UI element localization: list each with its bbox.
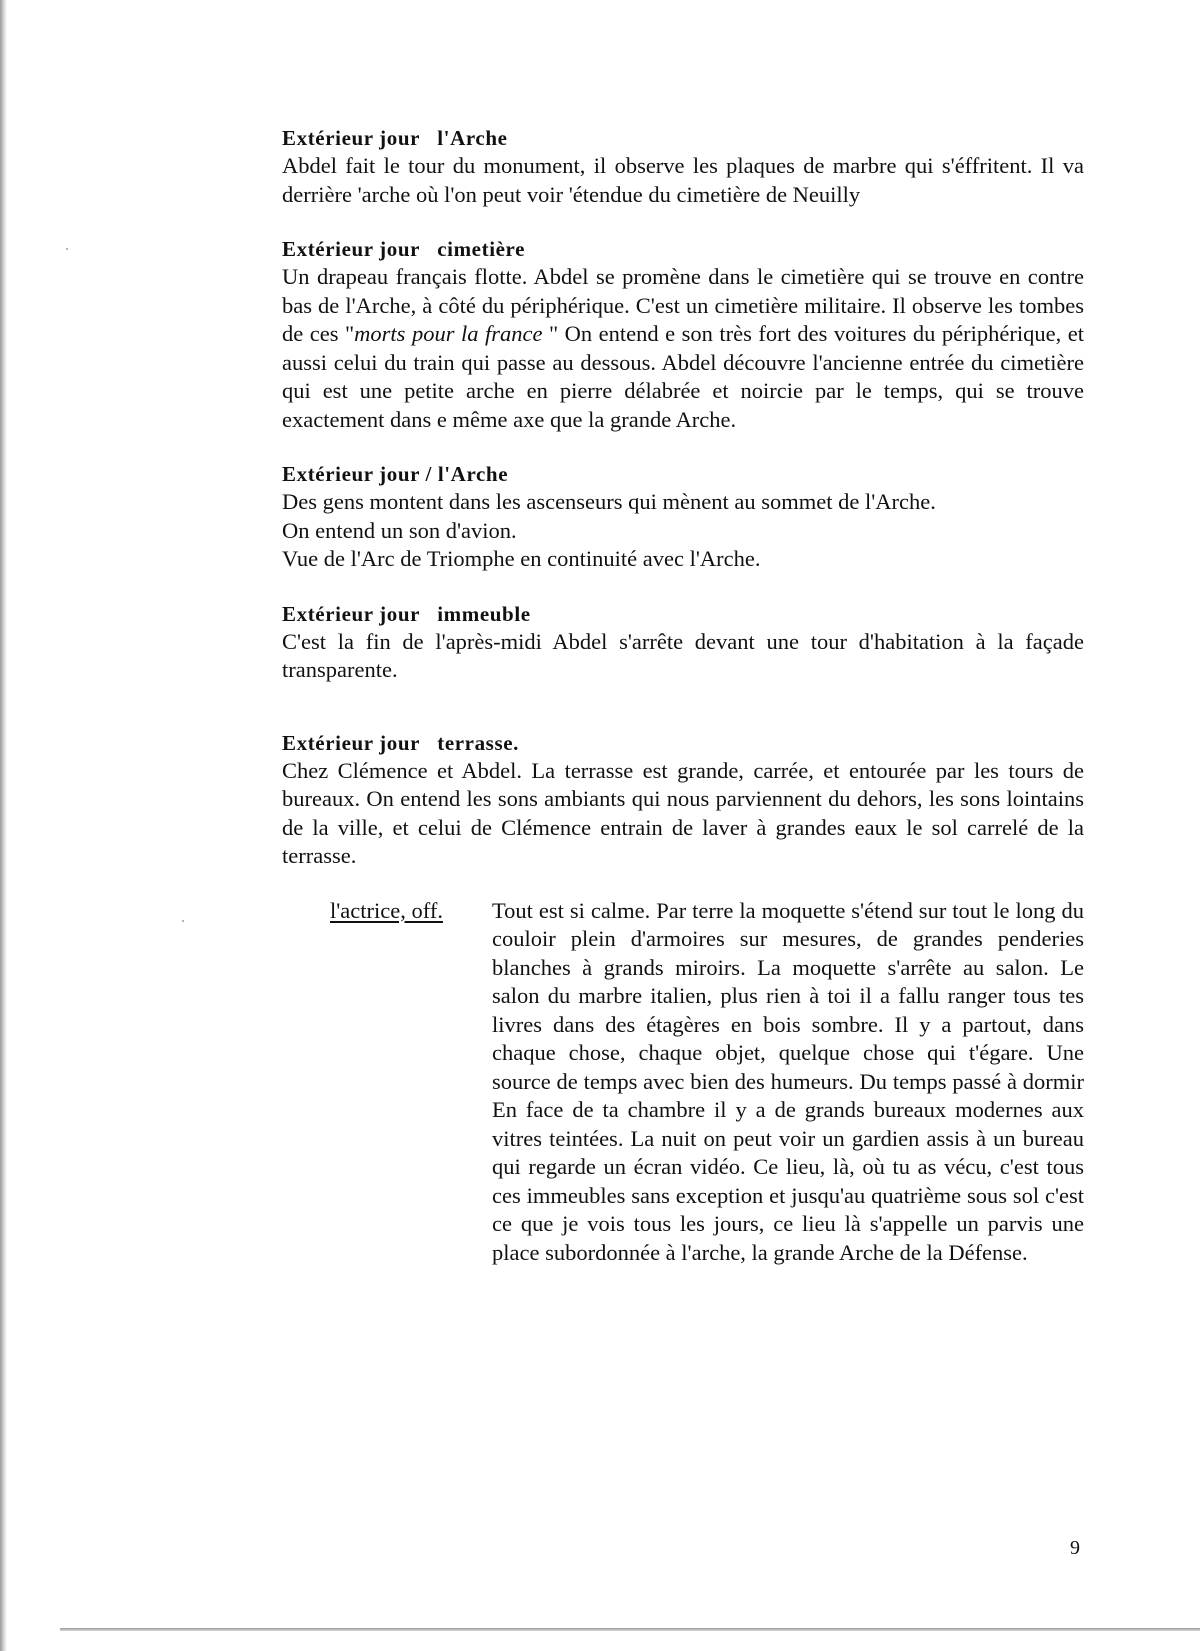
- scene-arche-exterior: [282, 124, 1084, 209]
- description-line: On entend un son d'avion.: [282, 517, 517, 543]
- scene-heading: Extérieur jour immeuble: [282, 601, 531, 626]
- scene-arche-elevators: [282, 460, 1084, 574]
- scan-speck: [66, 248, 68, 250]
- scene-description: Abdel fait le tour du monument, il observe les plaques de marbre qui s'éffritent. Il va derrière 'arche où l'on peut voir 'étendue du cimetière de Neuilly: [282, 153, 1084, 207]
- scene-building: [282, 600, 1084, 685]
- description-text: " On entend e son très fort des voitures du périphérique, et aussi celui du train qui passe au dessous. Abdel découvre l'ancienne entrée du cimetière qui est une petite arche en pierre délabrée et noircie par le temps, qui se trouve exactement dans e même axe que la grande Arche.: [282, 321, 1084, 432]
- scene-terrace: [282, 729, 1084, 871]
- scan-speck: [182, 920, 184, 922]
- script-page: [282, 124, 1084, 1290]
- scene-description: [282, 488, 1084, 574]
- scene-cemetery: [282, 235, 1084, 434]
- quoted-phrase: morts pour la france: [354, 321, 543, 346]
- scan-edge-shadow: [0, 0, 7, 1651]
- scene-heading: Extérieur jour / l'Arche: [282, 462, 509, 486]
- page-number: 9: [1070, 1537, 1080, 1559]
- dialogue-block: [282, 897, 1084, 1268]
- scene-heading: Extérieur jour cimetière: [282, 237, 526, 261]
- speaker-label: l'actrice, off.: [330, 897, 443, 923]
- description-line: Vue de l'Arc de Triomphe en continuité avec l'Arche.: [282, 546, 761, 571]
- scene-heading: Extérieur jour terrasse.: [282, 730, 520, 755]
- scene-description: Chez Clémence et Abdel. La terrasse est grande, carrée, et entourée par les tours de bureaux. On entend les sons ambiants qui nous parviennent du dehors, les sons lointains de la ville, et celui de Clémence entrain de laver à grandes eaux le sol carrelé de la terrasse.: [282, 757, 1084, 868]
- scene-heading: Extérieur jour l'Arche: [282, 126, 508, 150]
- description-text: Un drapeau français flotte. Abdel se promène dans le cimetière qui se trouve en contre bas de l'Arche, à côté du périphérique. C'est un cimetière militaire. Il observe les tombes de ces ": [282, 264, 1084, 346]
- scene-description: C'est la fin de l'après-midi Abdel s'arrête devant une tour d'habitation à la façade transparente.: [282, 628, 1084, 682]
- scene-description: [282, 263, 1084, 434]
- dialogue-text: Tout est si calme. Par terre la moquette s'étend sur tout le long du couloir plein d'armoires sur mesures, de grandes penderies blanches à grands miroirs. La moquette s'arrête au salon. Le salon du marbre italien, plus rien à toi il a fallu ranger tous tes livres dans des étagères en bois sombre. Il y a partout, dans chaque chose, chaque objet, quelque chose qui t'égare. Une source de temps avec bien des humeurs. Du temps passé à dormir En face de ta chambre il y a de grands bureaux modernes aux vitres teintées. La nuit on peut voir un gardien assis à un bureau qui regarde un écran vidéo. Ce lieu, là, où tu as vécu, c'est tous ces immeubles sans exception et jusqu'au quatrième sous sol c'est ce que je vois tous les jours, ce lieu là s'appelle un parvis une place subordonnée à l'arche, la grande Arche de la Défense.: [492, 897, 1084, 1265]
- description-line: Des gens montent dans les ascenseurs qui mènent au sommet de l'Arche.: [282, 489, 936, 514]
- scan-bottom-edge: [60, 1628, 1200, 1631]
